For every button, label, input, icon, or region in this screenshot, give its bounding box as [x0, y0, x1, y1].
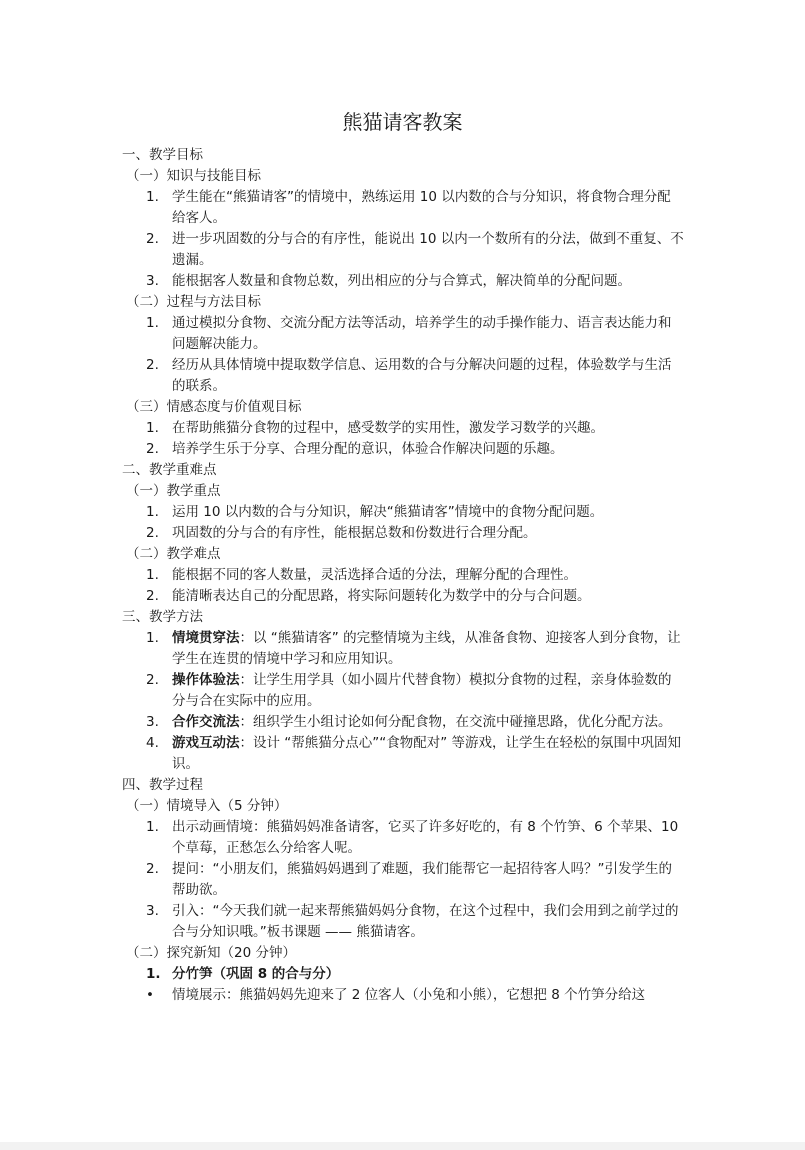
list-item: [0, 187, 684, 229]
section-heading: 一、教学目标: [122, 147, 203, 163]
step-heading: [0, 964, 684, 985]
item-number: 1.: [146, 504, 159, 520]
list-item: [0, 418, 684, 439]
item-text: 经历从具体情境中提取数学信息、运用数的合与分解决问题的过程，体验数学与生活的联系。: [172, 357, 672, 394]
item-label: 游戏互动法: [172, 735, 240, 751]
list-item: [0, 313, 684, 355]
item-number: 1.: [146, 567, 159, 583]
item-text: 进一步巩固数的分与合的有序性，能说出 10 以内一个数所有的分法，做到不重复、不遗漏。: [172, 231, 684, 268]
subsection-heading: （一）知识与技能目标: [126, 168, 261, 184]
item-number: 3.: [146, 273, 159, 289]
list-item: [0, 439, 684, 460]
item-number: 1.: [146, 630, 159, 646]
item-text: 培养学生乐于分享、合理分配的意识，体验合作解决问题的乐趣。: [172, 441, 564, 457]
bullet-mark: •: [146, 987, 154, 1003]
item-label: 情境贯穿法: [172, 630, 240, 646]
subsection-heading: （二）探究新知（20 分钟）: [126, 945, 296, 961]
item-text: 巩固数的分与合的有序性，能根据总数和份数进行合理分配。: [172, 525, 537, 541]
item-label: 操作体验法: [172, 672, 240, 688]
list-item: [0, 229, 684, 271]
section-heading: 三、教学方法: [122, 609, 203, 625]
list-item: [0, 628, 684, 670]
list-item: [0, 859, 684, 901]
item-text: 能清晰表达自己的分配思路，将实际问题转化为数学中的分与合问题。: [172, 588, 591, 604]
list-item: [0, 523, 684, 544]
item-text: 运用 10 以内数的合与分知识，解决“熊猫请客”情境中的食物分配问题。: [172, 504, 604, 520]
item-text: ：让学生用学具（如小圆片代替食物）模拟分食物的过程，亲身体验数的分与合在实际中的应用。: [172, 672, 672, 709]
item-text: 通过模拟分食物、交流分配方法等活动，培养学生的动手操作能力、语言表达能力和问题解决能力。: [172, 315, 672, 352]
item-number: 1.: [146, 189, 159, 205]
bullet-item: [0, 985, 684, 1006]
item-number: 1.: [146, 420, 159, 436]
step-text: 分竹笋（巩固 8 的合与分）: [172, 966, 340, 982]
item-number: 1.: [146, 315, 159, 331]
section-heading: 四、教学过程: [122, 777, 203, 793]
item-text: ：组织学生小组讨论如何分配食物，在交流中碰撞思路，优化分配方法。: [239, 714, 672, 730]
item-number: 2.: [146, 441, 159, 457]
item-text: 能根据不同的客人数量，灵活选择合适的分法，理解分配的合理性。: [172, 567, 577, 583]
list-item: [0, 712, 684, 733]
item-text: 在帮助熊猫分食物的过程中，感受数学的实用性，激发学习数学的兴趣。: [172, 420, 604, 436]
document-body: [0, 145, 805, 1006]
item-number: 2.: [146, 672, 159, 688]
item-text: 学生能在“熊猫请客”的情境中，熟练运用 10 以内数的合与分知识，将食物合理分配给客人。: [172, 189, 671, 226]
item-label: 合作交流法: [172, 714, 240, 730]
item-number: 2.: [146, 231, 159, 247]
subsection-heading: （二）教学难点: [126, 546, 221, 562]
list-item: [0, 271, 684, 292]
list-item: [0, 670, 684, 712]
item-number: 2.: [146, 588, 159, 604]
list-item: [0, 733, 684, 775]
subsection-heading: （二）过程与方法目标: [126, 294, 261, 310]
subsection-heading: （三）情感态度与价值观目标: [126, 399, 302, 415]
list-item: [0, 901, 684, 943]
item-number: 1.: [146, 819, 159, 835]
item-text: 提问：“小朋友们，熊猫妈妈遇到了难题，我们能帮它一起招待客人吗？”引发学生的帮助欲。: [172, 861, 672, 898]
list-item: [0, 565, 684, 586]
item-number: 2.: [146, 357, 159, 373]
item-text: 情境展示：熊猫妈妈先迎来了 2 位客人（小兔和小熊），它想把 8 个竹笋分给这: [172, 987, 646, 1003]
list-item: [0, 817, 684, 859]
subsection-heading: （一）教学重点: [126, 483, 221, 499]
section-heading: 二、教学重难点: [122, 462, 217, 478]
item-text: 引入：“今天我们就一起来帮熊猫妈妈分食物，在这个过程中，我们会用到之前学过的合与分知识哦。”板书课题 —— 熊猫请客。: [172, 903, 679, 940]
subsection-heading: （一）情境导入（5 分钟）: [126, 798, 288, 814]
item-text: ：设计 “帮熊猫分点心”“食物配对” 等游戏，让学生在轻松的氛围中巩固知识。: [172, 735, 682, 772]
item-number: 2.: [146, 525, 159, 541]
item-text: 能根据客人数量和食物总数，列出相应的分与合算式，解决简单的分配问题。: [172, 273, 631, 289]
list-item: [0, 502, 684, 523]
item-number: 2.: [146, 861, 159, 877]
page-title: 熊猫请客教案: [342, 110, 463, 134]
item-text: 出示动画情境：熊猫妈妈准备请客，它买了许多好吃的，有 8 个竹笋、6 个苹果、10 个草莓，正愁怎么分给客人呢。: [172, 819, 679, 856]
list-item: [0, 355, 684, 397]
list-item: [0, 586, 684, 607]
item-number: 3.: [146, 714, 159, 730]
item-text: ：以 “熊猫请客” 的完整情境为主线，从准备食物、迎接客人到分食物，让学生在连贯的情境中学习和应用知识。: [172, 630, 681, 667]
item-number: 3.: [146, 903, 159, 919]
step-number: 1.: [146, 966, 161, 982]
item-number: 4.: [146, 735, 159, 751]
